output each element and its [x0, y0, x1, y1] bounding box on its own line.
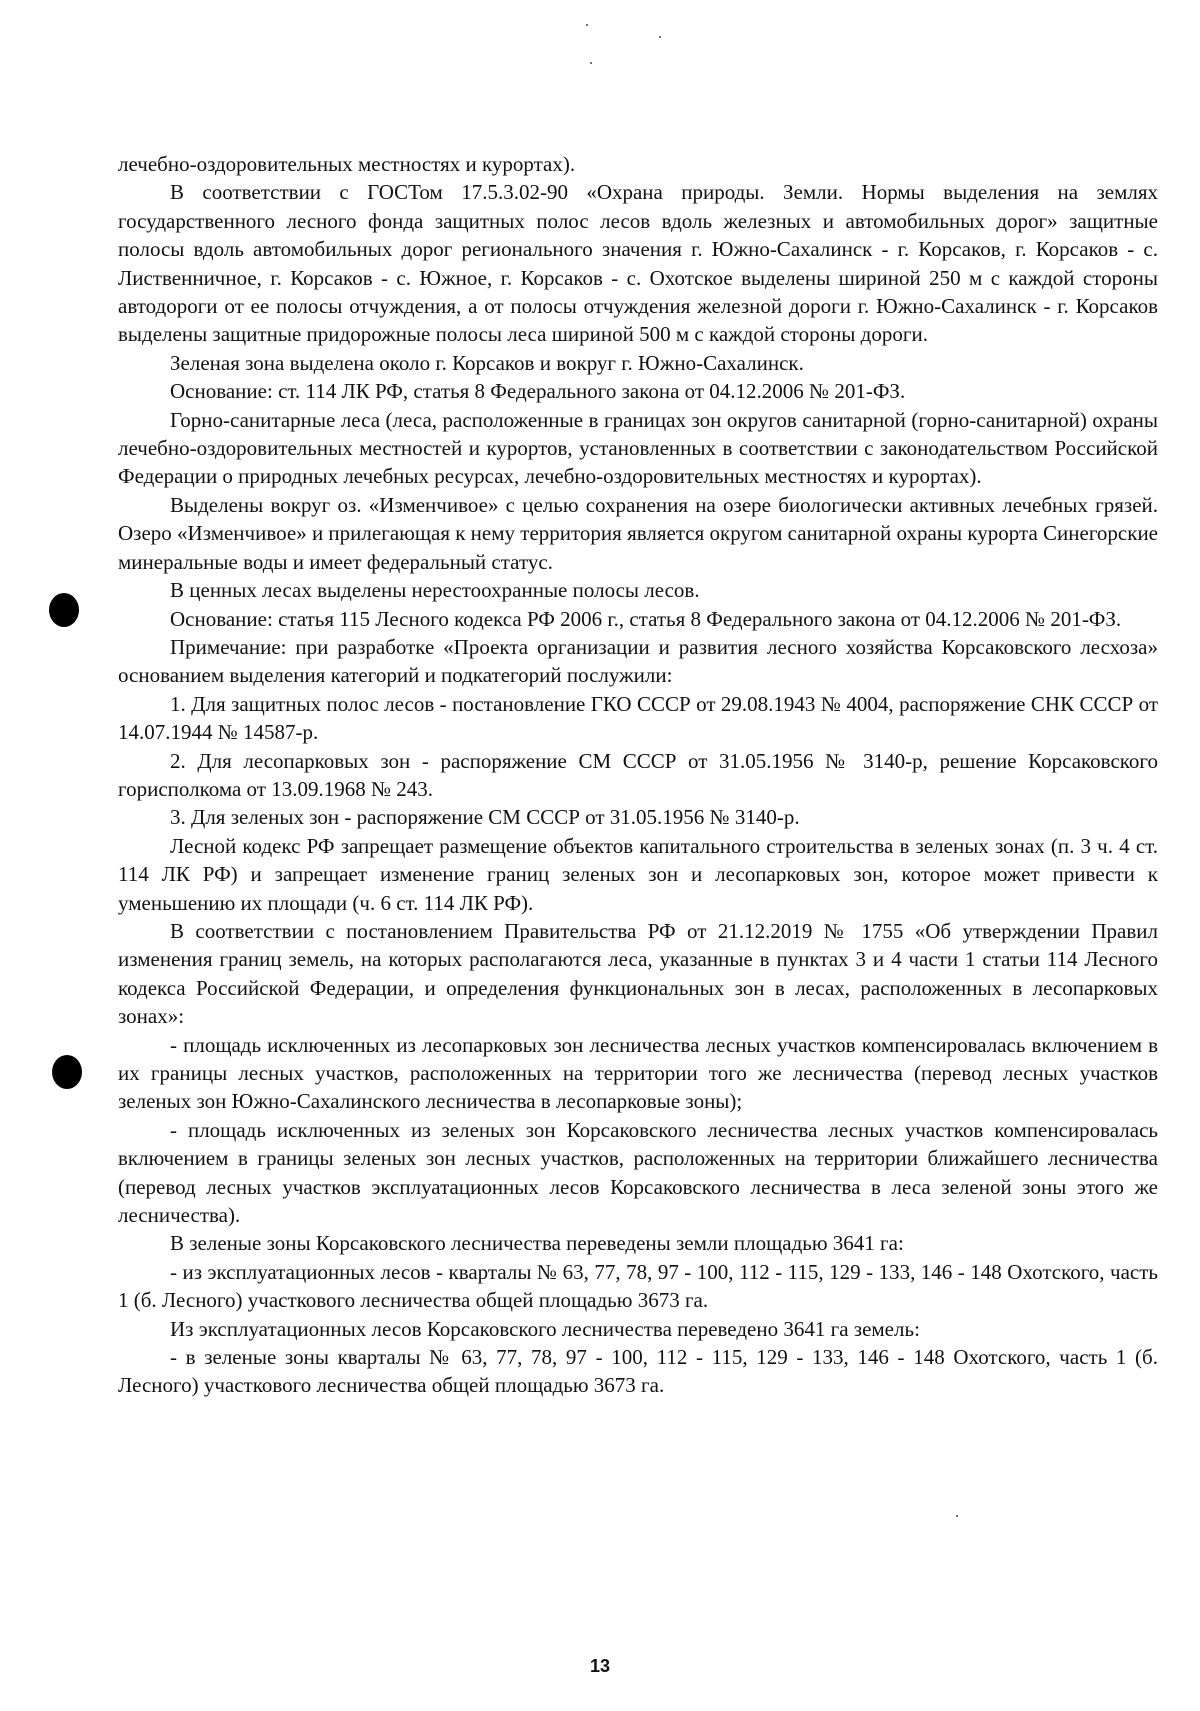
paragraph: В ценных лесах выделены нерестоохранные полосы лесов.	[170, 578, 700, 603]
paragraph: В соответствии с ГОСТом 17.5.3.02-90 «Охрана природы. Земли. Нормы выделения на землях государственного лесного фонда защитных полос лесов вдоль железных и автомобильных дорог» защитные полосы вдоль автомобильных дорог регионального значения г. Южно-Сахалинск - г. Корсаков, г. Корсаков - с. Лиственничное, г. Корсаков - с. Южное, г. Корсаков - с. Охотское выделены шириной 250 м с каждой стороны автодороги от ее полосы отчуждения, а от полосы отчуждения железной дороги г. Южно-Сахалинск - г. Корсаков выделены защитные придорожные полосы леса шириной 500 м с каждой стороны дороги.	[118, 180, 1158, 347]
paragraph: Лесной кодекс РФ запрещает размещение объектов капитального строительства в зеленых зонах (п. 3 ч. 4 ст. 114 ЛК РФ) и запрещает изменение границ зеленых зон и лесопарковых зон, которое может привести к уменьшению их площади (ч. 6 ст. 114 ЛК РФ).	[118, 833, 1158, 915]
paragraph: - из эксплуатационных лесов - кварталы № 63, 77, 78, 97 - 100, 112 - 115, 129 - 133, 146 - 148 Охотского, часть 1 (б. Лесного) участкового лесничества общей площадью 3673 га.	[118, 1259, 1158, 1313]
punch-hole-mark	[52, 1055, 82, 1089]
paragraph: Основание: ст. 114 ЛК РФ, статья 8 Федерального закона от 04.12.2006 № 201-ФЗ.	[170, 379, 906, 404]
paragraph: Из эксплуатационных лесов Корсаковского лесничества переведено 3641 га земель:	[170, 1316, 920, 1341]
paragraph: Горно-санитарные леса (леса, расположенные в границах зон округов санитарной (горно-санитарной) охраны лечебно-оздоровительных местностей и курортов, установленных в соответствии с законодательством Российской Федерации о природных лечебных ресурсах, лечебно-оздоровительных местностях и курортах).	[118, 407, 1158, 489]
paragraph: - площадь исключенных из лесопарковых зон лесничества лесных участков компенсировалась включением в их границы лесных участков, расположенных на территории того же лесничества (перевод лесных участков зеленых зон Южно-Сахалинского лесничества в лесопарковые зоны);	[118, 1032, 1158, 1114]
scan-speck	[590, 62, 592, 64]
paragraph: В зеленые зоны Корсаковского лесничества переведены земли площадью 3641 га:	[170, 1231, 904, 1256]
paragraph: - площадь исключенных из зеленых зон Корсаковского лесничества лесных участков компенсировалась включением в границы зеленых зон лесных участков, расположенных на территории ближайшего лесничества (перевод лесных участков эксплуатационных лесов Корсаковского лесничества в леса зеленой зоны этого же лесничества).	[118, 1117, 1158, 1228]
paragraph: 3. Для зеленых зон - распоряжение СМ СССР от 31.05.1956 № 3140-р.	[170, 805, 800, 830]
scan-speck	[659, 36, 661, 38]
punch-hole-mark	[49, 593, 79, 627]
paragraph: - в зеленые зоны кварталы № 63, 77, 78, 97 - 100, 112 - 115, 129 - 133, 146 - 148 Охотского, часть 1 (б. Лесного) участкового лесничества общей площадью 3673 га.	[118, 1345, 1158, 1398]
paragraph: Основание: статья 115 Лесного кодекса РФ 2006 г., статья 8 Федерального закона от 04.12.2006 № 201-ФЗ.	[170, 606, 1122, 631]
paragraph: Зеленая зона выделена около г. Корсаков и вокруг г. Южно-Сахалинск.	[170, 350, 804, 375]
paragraph: 1. Для защитных полос лесов - постановление ГКО СССР от 29.08.1943 № 4004, распоряжение СНК СССР от 14.07.1944 № 14587-р.	[118, 691, 1158, 745]
page-number: 13	[589, 1656, 611, 1676]
paragraph: Выделены вокруг оз. «Изменчивое» с целью сохранения на озере биологически активных лечебных грязей. Озеро «Изменчивое» и прилегающая к нему территория является округом санитарной охраны курорта Синегорские минеральные воды и имеет федеральный статус.	[118, 492, 1159, 574]
paragraph: Примечание: при разработке «Проекта организации и развития лесного хозяйства Корсаковского лесхоза» основанием выделения категорий и подкатегорий послужили:	[118, 634, 1158, 688]
scan-speck	[956, 1515, 958, 1517]
scan-speck	[586, 24, 588, 26]
paragraph: лечебно-оздоровительных местностях и курортах).	[118, 152, 576, 176]
document-body	[118, 150, 1158, 1400]
paragraph: 2. Для лесопарковых зон - распоряжение СМ СССР от 31.05.1956 № 3140-р, решение Корсаковского горисполкома от 13.09.1968 № 243.	[118, 748, 1158, 801]
paragraph: В соответствии с постановлением Правительства РФ от 21.12.2019 № 1755 «Об утверждении Правил изменения границ земель, на которых располагаются леса, указанные в пунктах 3 и 4 части 1 статьи 114 Лесного кодекса Российской Федерации, и определения функциональных зон в лесах, расположенных в лесопарковых зонах»:	[118, 918, 1158, 1029]
